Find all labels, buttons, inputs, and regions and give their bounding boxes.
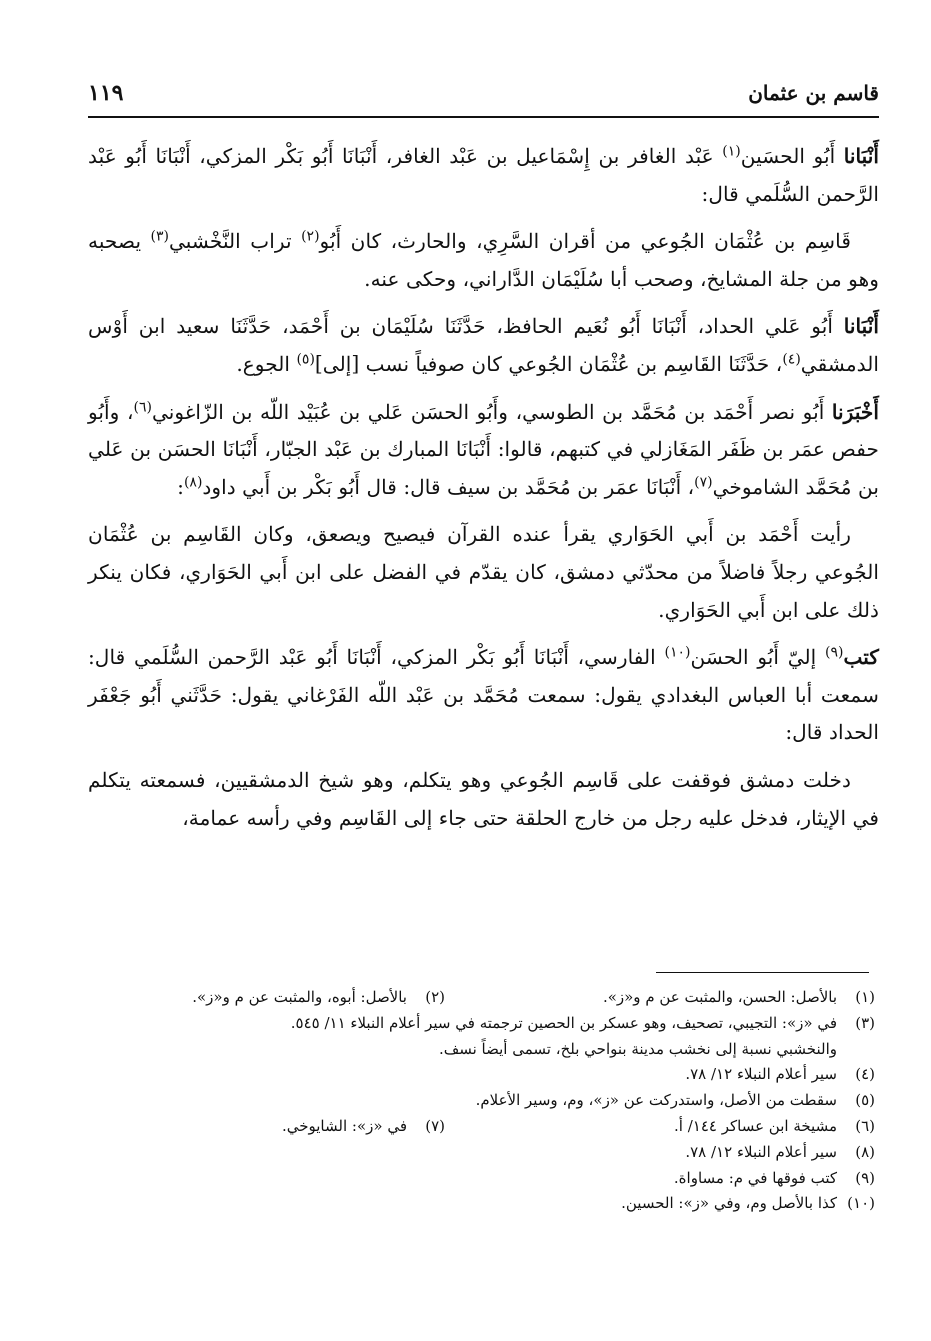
footnote-number: (٣) xyxy=(855,1013,875,1032)
paragraph-text: أَبُو نصر أَحْمَد بن مُحَمَّد بن الطوسي، وأَبُو الحسَن عَلي بن عُبَيْد اللّه بن الزّاغوني xyxy=(151,399,832,424)
paragraph-lead-word: كتب xyxy=(843,645,879,670)
footnote-marker: (٢) xyxy=(301,228,320,245)
paragraph-text: ، أَنْبَانَا عمَر بن مُحَمَّد بن سيف قال: قال أَبُو بَكْر بن أَبي داود xyxy=(202,474,695,499)
running-title: قاسم بن عثمان xyxy=(748,81,879,105)
page-number: ١١٩ xyxy=(88,80,124,106)
footnote xyxy=(120,1011,875,1037)
page-header xyxy=(88,70,879,118)
footnote xyxy=(120,1140,875,1166)
footnote xyxy=(120,1191,875,1217)
footnote-text-continued: والنخشبي نسبة إلى نخشب مدينة بنواحي بلخ، تسمى أيضاً نسف. xyxy=(438,1039,837,1058)
footnote xyxy=(445,1114,875,1140)
footnote-text: مشيخة ابن عساكر ١٤٤/ أ. xyxy=(674,1116,837,1135)
footnote-row xyxy=(120,985,875,1011)
paragraph-text: دخلت دمشق فوقفت على قَاسِم الجُوعي وهو يتكلم، وهو شيخ الدمشقيين، فسمعته يتكلم في الإيثار، فدخل عليه رجل من خارج الحلقة حتى جاء إلى القَاسِم وفي رأسه عمامة، xyxy=(88,767,879,830)
paragraph-text: : xyxy=(177,474,184,499)
paragraph xyxy=(88,394,879,507)
paragraph xyxy=(88,138,879,213)
footnote-number: (٤) xyxy=(855,1065,875,1084)
footnote-text: كتب فوقها في م: مساواة. xyxy=(673,1168,837,1187)
footnote-marker: (٩) xyxy=(825,644,844,661)
footnote-text: بالأصل: أبوه، والمثبت عن م و«ز». xyxy=(192,988,407,1006)
footnote-text: بالأصل: الحسن، والمثبت عن م و«ز». xyxy=(602,988,837,1006)
footnote-number: (٦) xyxy=(855,1116,875,1135)
footnote-marker: (١٠) xyxy=(664,644,691,661)
footnotes xyxy=(120,985,875,1217)
footnote-marker: (٧) xyxy=(694,474,713,491)
paragraph-text: قَاسِم بن عُثْمَان الجُوعي من أقران السَّرِي، والحارث، كان أَبُو xyxy=(319,229,851,254)
footnote-number: (٨) xyxy=(855,1142,875,1161)
footnote xyxy=(120,1166,875,1192)
paragraph-text: عَبْد الغافر بن إِسْمَاعيل بن عَبْد الغافر، أَنْبَانَا أَبُو بَكْر المزكي، أَنْبَانَا أَبُو عَبْد الرَّحمن السُّلَمي قال: xyxy=(88,144,879,206)
footnote-text: كذا بالأصل وم، وفي «ز»: الحسين. xyxy=(621,1194,837,1213)
footnote-number: (١) xyxy=(855,988,875,1006)
footnote xyxy=(120,1088,875,1114)
footnote xyxy=(120,1062,875,1088)
footnote-number: (٥) xyxy=(855,1091,875,1110)
main-text xyxy=(88,138,879,847)
footnote-marker: (٤) xyxy=(782,351,801,368)
paragraph-lead-word: أَخْبَرَنا xyxy=(831,399,879,424)
footnote-number: (٩) xyxy=(855,1168,875,1187)
paragraph xyxy=(88,308,879,383)
paragraph-text: ، حَدَّثَنَا القَاسِم بن عُثْمَان الجُوعي كان صوفياً نسب [إلى] xyxy=(314,351,783,376)
paragraph xyxy=(88,762,879,837)
footnote-marker: (١) xyxy=(722,143,741,160)
paragraph xyxy=(88,516,879,629)
paragraph-lead-word: أَنْبَانا xyxy=(843,144,879,168)
footnote xyxy=(445,985,875,1011)
paragraph-text: تراب النَّخْشبي xyxy=(168,229,302,254)
footnote-marker: (٥) xyxy=(296,351,315,368)
footnote-text: سير أعلام النبلاء ١٢/ ٧٨. xyxy=(685,1142,837,1161)
paragraph-text: رأيت أَحْمَد بن أَبي الحَوَاري يقرأ عنده القرآن فيصيح ويصعق، وكان القَاسِم بن عُثْمَان الجُوعي رجلاً فاضلاً من محدّثي دمشق، كان يقدّم في الفضل على ابن أَبي الحَوَاري، فكان ينكر ذلك على ابن أَبي الحَوَاري. xyxy=(88,522,879,622)
paragraph xyxy=(88,639,879,752)
footnote-marker: (٣) xyxy=(150,228,169,245)
footnote-row xyxy=(120,1114,875,1140)
footnote xyxy=(282,1114,445,1140)
paragraph-lead-word: أَنْبَانا xyxy=(843,314,879,339)
paragraph-text: الجوع. xyxy=(236,351,297,376)
footnote-text: سقطت من الأصل، واستدركت عن «ز»، وم، وسير الأعلام. xyxy=(475,1091,837,1110)
footnote-text: سير أعلام النبلاء ١٢/ ٧٨. xyxy=(685,1065,837,1084)
footnote-text: في «ز»: التجيبي، تصحيف، وهو عسكر بن الحصين ترجمته في سير أعلام النبلاء ١١/ ٥٤٥. xyxy=(290,1013,837,1032)
footnote-separator xyxy=(656,972,869,973)
paragraph-text: إليّ أَبُو الحسَن xyxy=(690,645,825,670)
footnote-number: (١٠) xyxy=(847,1194,875,1213)
footnote xyxy=(192,985,445,1011)
paragraph-text: الفارسي، أَنْبَانَا أَبُو بَكْر المزكي، أَنْبَانَا أَبُو عَبْد الرَّحمن السُّلَمي قال: سمعت أبا العباس البغدادي يقول: سمعت مُحَمَّد بن عَبْد اللّه الفَرْغاني يقول: حَدَّثَني أَبُو جَعْفَر الحداد قال: xyxy=(88,645,879,745)
footnote-marker: (٨) xyxy=(183,474,203,491)
footnote-text: في «ز»: الشايوخي. xyxy=(281,1116,407,1135)
paragraph-text: يصحبه وهو من جلة المشايخ، وصحب أبا سُلَيْمَان الدَّاراني، وحكى عنه. xyxy=(88,229,879,291)
paragraph-text: أَبُو عَلي الحداد، أَنْبَانَا أَبُو نُعَيم الحافظ، حَدَّثَنَا سُلَيْمَان بن أَحْمَد، حَدَّثَنَا سعيد ابن أَوْس الدمشقي xyxy=(88,314,879,376)
footnote-number: (٢) xyxy=(425,988,445,1006)
paragraph-text: ، وأَبُو حفص عمَر بن ظَفَر المَغَازلي في كتبهم، قالوا: أَنْبَانَا المبارك بن عَبْد الجبّار، أَنْبَانَا الحسَن بن عَلي بن مُحَمَّد الشاموخي xyxy=(88,399,879,499)
footnote-marker: (٦) xyxy=(133,398,152,415)
footnote-number: (٧) xyxy=(425,1116,445,1135)
paragraph xyxy=(88,223,879,298)
paragraph-text: أَبُو الحسَين xyxy=(740,144,844,168)
